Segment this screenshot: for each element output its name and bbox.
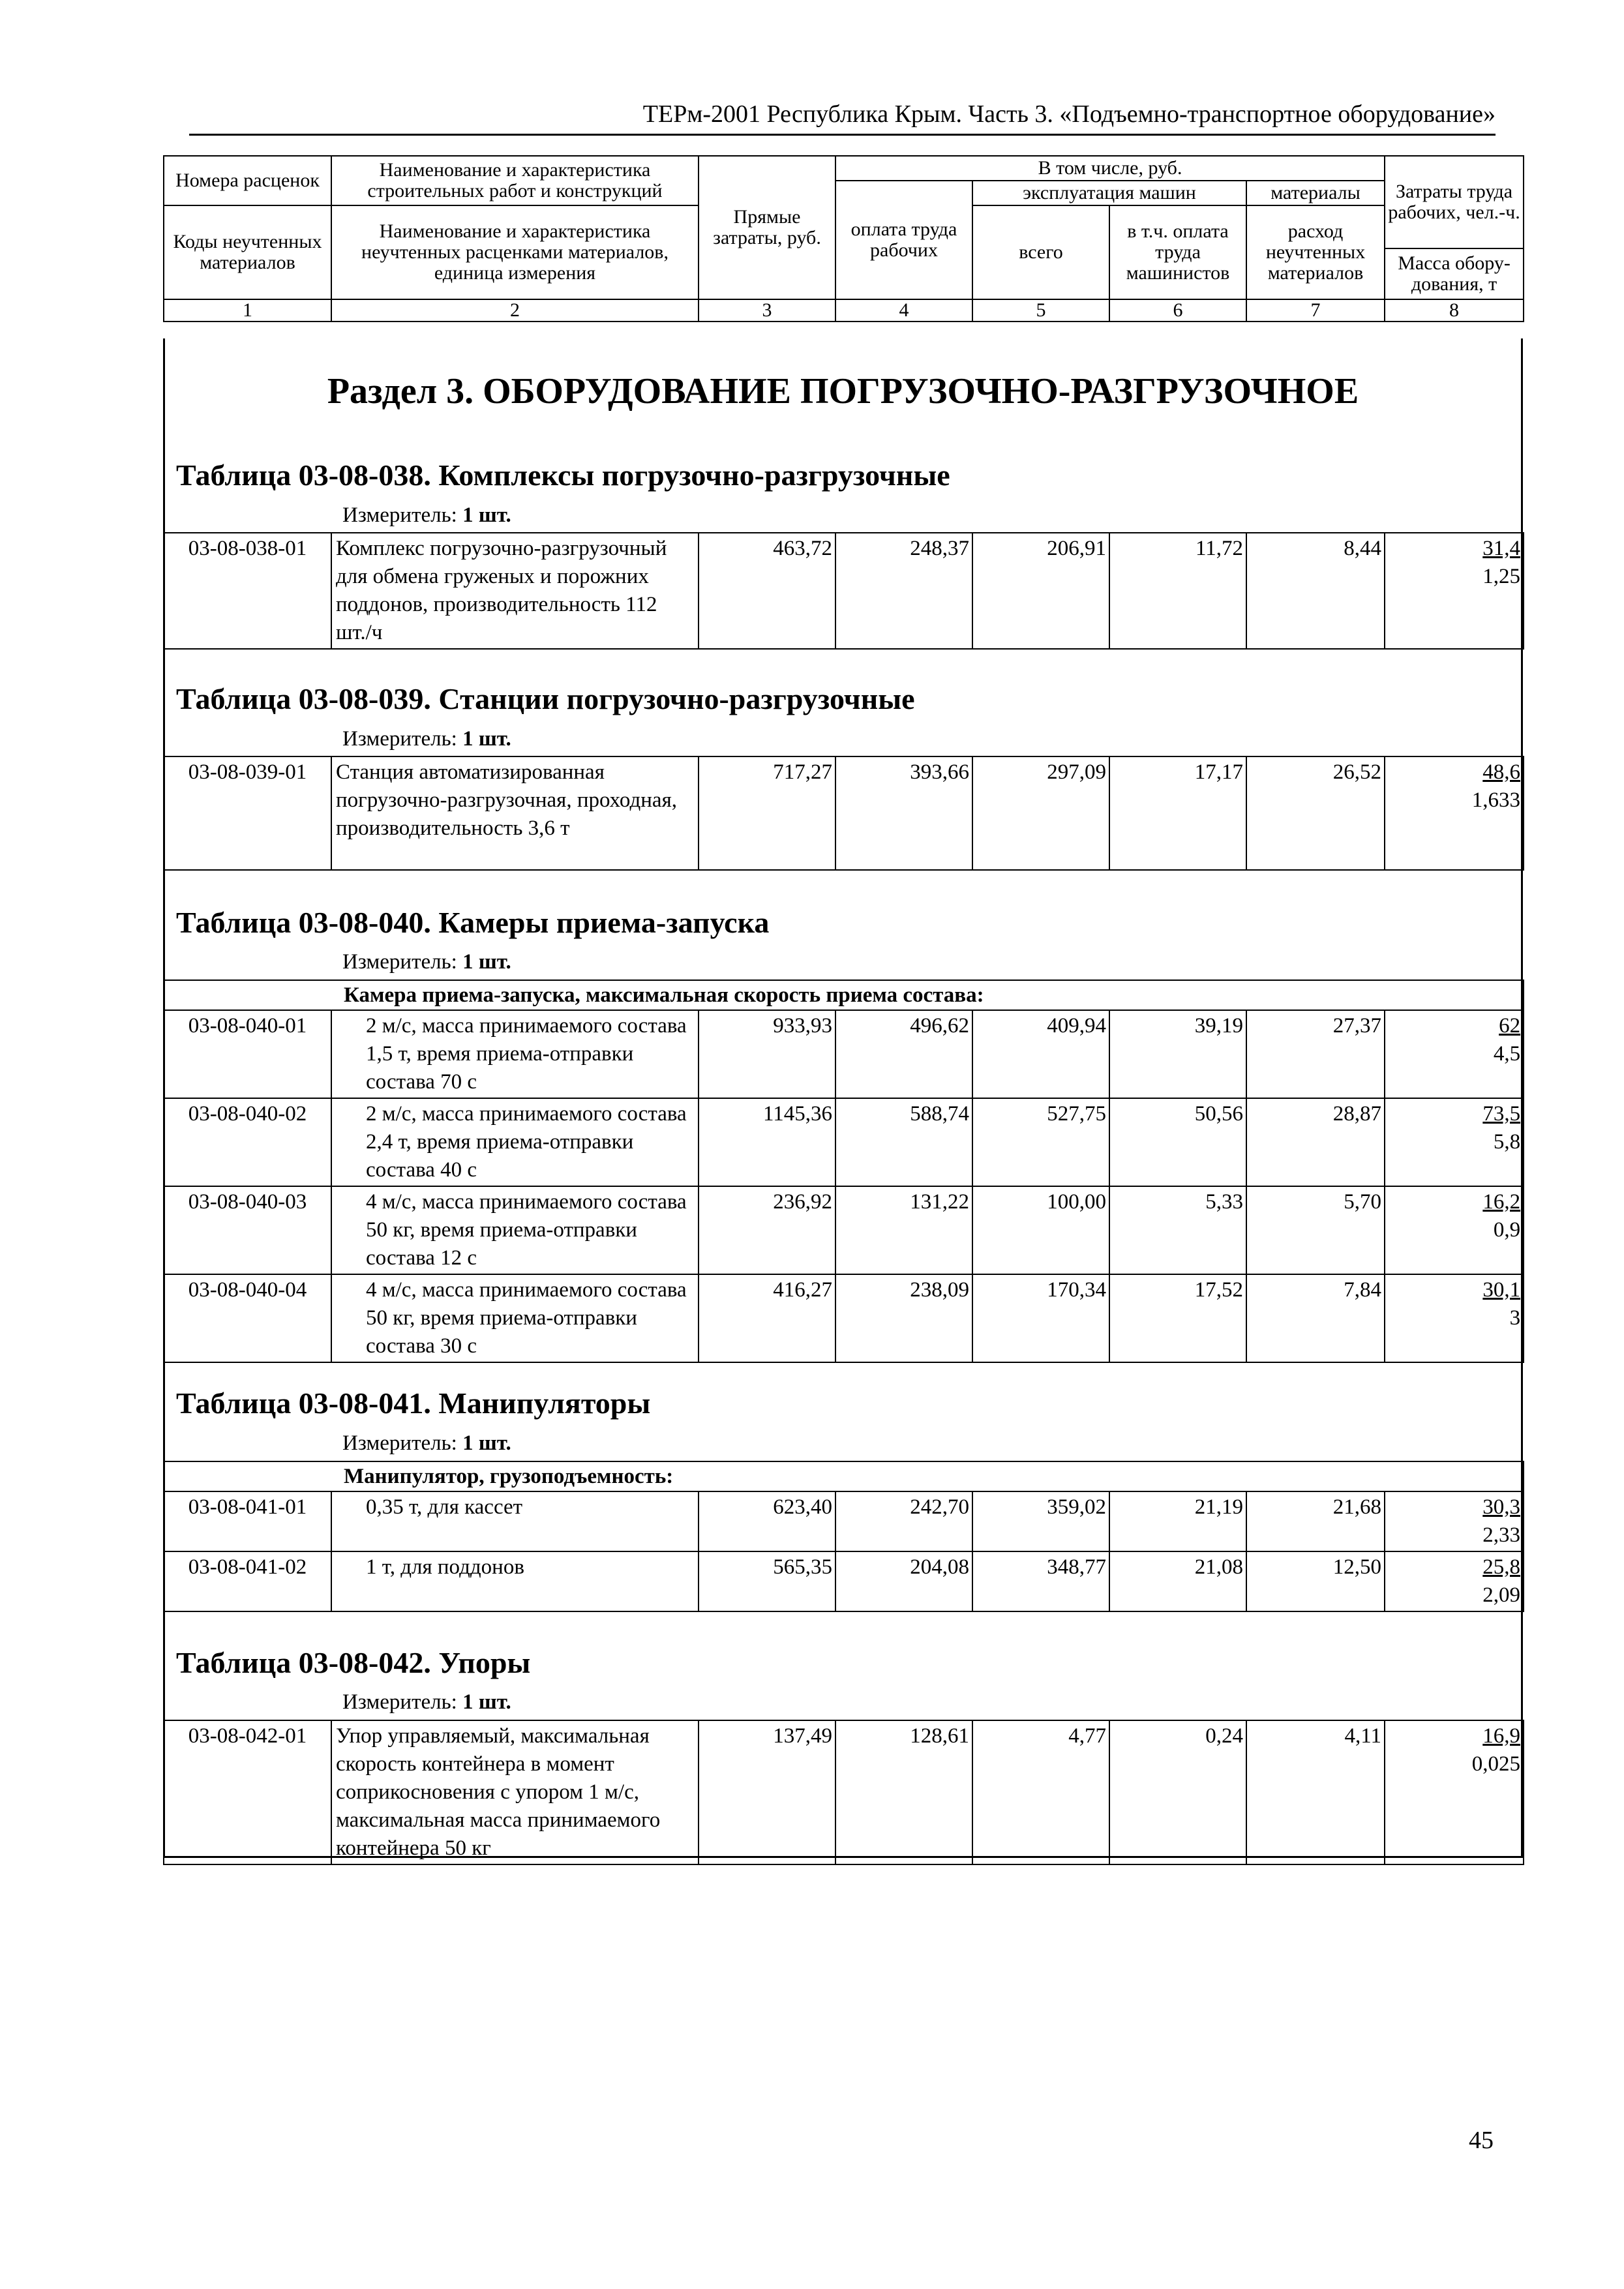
rate-code: 03-08-041-01 bbox=[164, 1491, 331, 1551]
table-row bbox=[164, 1274, 1524, 1362]
machines-header: эксплуатация машин bbox=[972, 181, 1246, 205]
equipment-mass: 5,8 bbox=[1493, 1130, 1521, 1154]
col-number: 4 bbox=[835, 299, 972, 322]
operators-wages: 11,72 bbox=[1109, 533, 1246, 649]
col2-subheader: Наименование и характеристика неучтенных расценками материалов, единица измерения bbox=[331, 205, 699, 299]
equipment-mass: 3 bbox=[1509, 1306, 1521, 1330]
rate-name: Комплекс погрузочно-разгрузочный для обмена груженых и порожних поддонов, производительность 112 шт./ч bbox=[331, 533, 699, 649]
rate-name: 4 м/с, масса принимаемого состава 50 кг, время приема-отправки состава 30 с bbox=[331, 1274, 699, 1362]
col-number: 8 bbox=[1385, 299, 1524, 322]
meter: Измеритель: 1 шт. bbox=[342, 1690, 511, 1714]
machines-total: 297,09 bbox=[972, 756, 1109, 870]
section-title: Раздел 3. ОБОРУДОВАНИЕ ПОГРУЗОЧНО-РАЗГРУЗОЧНОЕ bbox=[327, 371, 1359, 411]
table-row bbox=[164, 1491, 1524, 1551]
materials: 27,37 bbox=[1246, 1010, 1385, 1098]
direct-cost: 463,72 bbox=[699, 533, 835, 649]
rate-code: 03-08-040-03 bbox=[164, 1186, 331, 1274]
operators-wages: 0,24 bbox=[1109, 1720, 1246, 1864]
table-title: Таблица 03-08-040. Камеры приема-запуска bbox=[176, 906, 770, 939]
wages: 128,61 bbox=[835, 1720, 972, 1864]
labor-mass bbox=[1385, 1274, 1524, 1362]
col1-subheader: Коды неучтенных материалов bbox=[164, 205, 331, 299]
col8-header: Затраты труда рабочих, чел.-ч. bbox=[1385, 156, 1524, 248]
materials: 21,68 bbox=[1246, 1491, 1385, 1551]
table-row bbox=[164, 1098, 1524, 1186]
labor-mass bbox=[1385, 1098, 1524, 1186]
materials: 12,50 bbox=[1246, 1551, 1385, 1611]
col1-header: Номера расценок bbox=[164, 156, 331, 205]
subheader-row bbox=[164, 980, 1524, 1010]
group-subheader: Камера приема-запуска, максимальная скорость приема состава: bbox=[164, 980, 1524, 1010]
direct-cost: 717,27 bbox=[699, 756, 835, 870]
wages: 242,70 bbox=[835, 1491, 972, 1551]
wages: 248,37 bbox=[835, 533, 972, 649]
col8-subheader: Масса обору-дования, т bbox=[1385, 248, 1524, 299]
direct-cost: 623,40 bbox=[699, 1491, 835, 1551]
col-number: 5 bbox=[972, 299, 1109, 322]
rate-name: 2 м/с, масса принимаемого состава 1,5 т, время приема-отправки состава 70 с bbox=[331, 1010, 699, 1098]
materials: 5,70 bbox=[1246, 1186, 1385, 1274]
col-number: 1 bbox=[164, 299, 331, 322]
rate-code: 03-08-040-02 bbox=[164, 1098, 331, 1186]
labor-mass bbox=[1385, 1551, 1524, 1611]
rate-code: 03-08-042-01 bbox=[164, 1720, 331, 1864]
machines-total: 359,02 bbox=[972, 1491, 1109, 1551]
rate-table bbox=[163, 980, 1524, 1363]
machines-total: 348,77 bbox=[972, 1551, 1109, 1611]
rate-name: 2 м/с, масса принимаемого состава 2,4 т, время приема-отправки состава 40 с bbox=[331, 1098, 699, 1186]
rate-table bbox=[163, 532, 1524, 650]
rate-name: 1 т, для поддонов bbox=[331, 1551, 699, 1611]
table-row bbox=[164, 533, 1524, 649]
table-row bbox=[164, 1010, 1524, 1098]
materials: 8,44 bbox=[1246, 533, 1385, 649]
materials: 28,87 bbox=[1246, 1098, 1385, 1186]
col4-header: оплата труда рабочих bbox=[835, 181, 972, 299]
rate-name: Упор управляемый, максимальная скорость контейнера в момент соприкосновения с упором 1 м/с, максимальная масса принимаемого контейнера 50 кг bbox=[331, 1720, 699, 1864]
wages: 393,66 bbox=[835, 756, 972, 870]
labor-cost: 48,6 bbox=[1482, 760, 1520, 784]
operators-wages: 39,19 bbox=[1109, 1010, 1246, 1098]
labor-mass bbox=[1385, 1720, 1524, 1864]
rate-table bbox=[163, 756, 1524, 871]
rate-code: 03-08-040-04 bbox=[164, 1274, 331, 1362]
machines-total: 4,77 bbox=[972, 1720, 1109, 1864]
meter: Измеритель: 1 шт. bbox=[342, 1431, 511, 1455]
equipment-mass: 1,633 bbox=[1471, 788, 1520, 812]
rate-code: 03-08-038-01 bbox=[164, 533, 331, 649]
materials: 7,84 bbox=[1246, 1274, 1385, 1362]
page-number: 45 bbox=[1469, 2127, 1494, 2154]
wages: 204,08 bbox=[835, 1551, 972, 1611]
labor-mass bbox=[1385, 1186, 1524, 1274]
machines-total: 100,00 bbox=[972, 1186, 1109, 1274]
labor-cost: 25,8 bbox=[1482, 1555, 1521, 1579]
equipment-mass: 1,25 bbox=[1482, 565, 1520, 588]
operators-wages: 5,33 bbox=[1109, 1186, 1246, 1274]
machines-total: 206,91 bbox=[972, 533, 1109, 649]
col3-header: Прямые затраты, руб. bbox=[699, 156, 835, 299]
equipment-mass: 0,025 bbox=[1471, 1752, 1520, 1776]
incl-header: В том числе, руб. bbox=[835, 156, 1385, 181]
group-subheader: Манипулятор, грузоподъемность: bbox=[164, 1461, 1524, 1491]
direct-cost: 1145,36 bbox=[699, 1098, 835, 1186]
table-row bbox=[164, 1551, 1524, 1611]
labor-mass bbox=[1385, 533, 1524, 649]
rate-table bbox=[163, 1720, 1524, 1865]
rate-name: Станция автоматизированная погрузочно-разгрузочная, проходная, производительность 3,6 т bbox=[331, 756, 699, 870]
col-number: 6 bbox=[1109, 299, 1246, 322]
labor-mass bbox=[1385, 1010, 1524, 1098]
wages: 588,74 bbox=[835, 1098, 972, 1186]
col2-header: Наименование и характеристика строительных работ и конструкций bbox=[331, 156, 699, 205]
labor-cost: 16,2 bbox=[1482, 1190, 1521, 1214]
labor-mass bbox=[1385, 756, 1524, 870]
table-title: Таблица 03-08-041. Манипуляторы bbox=[176, 1386, 651, 1420]
direct-cost: 236,92 bbox=[699, 1186, 835, 1274]
operators-wages: 21,08 bbox=[1109, 1551, 1246, 1611]
machines-total: 409,94 bbox=[972, 1010, 1109, 1098]
col7-header: расход неучтенных материалов bbox=[1246, 205, 1385, 299]
direct-cost: 565,35 bbox=[699, 1551, 835, 1611]
direct-cost: 416,27 bbox=[699, 1274, 835, 1362]
direct-cost: 137,49 bbox=[699, 1720, 835, 1864]
operators-wages: 17,52 bbox=[1109, 1274, 1246, 1362]
col5-header: всего bbox=[972, 205, 1109, 299]
labor-mass bbox=[1385, 1491, 1524, 1551]
rate-code: 03-08-041-02 bbox=[164, 1551, 331, 1611]
col-number: 3 bbox=[699, 299, 835, 322]
operators-wages: 50,56 bbox=[1109, 1098, 1246, 1186]
labor-cost: 62 bbox=[1499, 1014, 1521, 1038]
labor-cost: 30,1 bbox=[1482, 1278, 1521, 1302]
operators-wages: 21,19 bbox=[1109, 1491, 1246, 1551]
rate-name: 4 м/с, масса принимаемого состава 50 кг, время приема-отправки состава 12 с bbox=[331, 1186, 699, 1274]
wages: 496,62 bbox=[835, 1010, 972, 1098]
rate-code: 03-08-040-01 bbox=[164, 1010, 331, 1098]
running-header: ТЕРм-2001 Республика Крым. Часть 3. «Подъемно-транспортное оборудование» bbox=[189, 95, 1496, 136]
machines-total: 170,34 bbox=[972, 1274, 1109, 1362]
equipment-mass: 0,9 bbox=[1493, 1218, 1521, 1242]
materials: 26,52 bbox=[1246, 756, 1385, 870]
labor-cost: 73,5 bbox=[1482, 1102, 1521, 1126]
rate-table bbox=[163, 1461, 1524, 1612]
table-row bbox=[164, 756, 1524, 870]
col-number: 7 bbox=[1246, 299, 1385, 322]
labor-cost: 31,4 bbox=[1482, 537, 1520, 560]
table-row bbox=[164, 1186, 1524, 1274]
wages: 131,22 bbox=[835, 1186, 972, 1274]
equipment-mass: 2,09 bbox=[1482, 1583, 1521, 1607]
meter: Измеритель: 1 шт. bbox=[342, 950, 511, 974]
materials-header: материалы bbox=[1246, 181, 1385, 205]
table-title: Таблица 03-08-042. Упоры bbox=[176, 1646, 531, 1679]
meter: Измеритель: 1 шт. bbox=[342, 727, 511, 751]
labor-cost: 16,9 bbox=[1482, 1724, 1520, 1748]
labor-cost: 30,3 bbox=[1482, 1495, 1521, 1519]
direct-cost: 933,93 bbox=[699, 1010, 835, 1098]
table-title: Таблица 03-08-039. Станции погрузочно-разгрузочные bbox=[176, 682, 915, 715]
machines-total: 527,75 bbox=[972, 1098, 1109, 1186]
table-row bbox=[164, 1720, 1524, 1864]
equipment-mass: 2,33 bbox=[1482, 1523, 1521, 1547]
rate-name: 0,35 т, для кассет bbox=[331, 1491, 699, 1551]
materials: 4,11 bbox=[1246, 1720, 1385, 1864]
rate-code: 03-08-039-01 bbox=[164, 756, 331, 870]
operators-wages: 17,17 bbox=[1109, 756, 1246, 870]
meter: Измеритель: 1 шт. bbox=[342, 503, 511, 527]
col-number: 2 bbox=[331, 299, 699, 322]
equipment-mass: 4,5 bbox=[1493, 1042, 1521, 1066]
col6-header: в т.ч. оплата труда машинистов bbox=[1109, 205, 1246, 299]
wages: 238,09 bbox=[835, 1274, 972, 1362]
table-title: Таблица 03-08-038. Комплексы погрузочно-разгрузочные bbox=[176, 458, 950, 492]
subheader-row bbox=[164, 1461, 1524, 1491]
column-header bbox=[163, 155, 1524, 322]
